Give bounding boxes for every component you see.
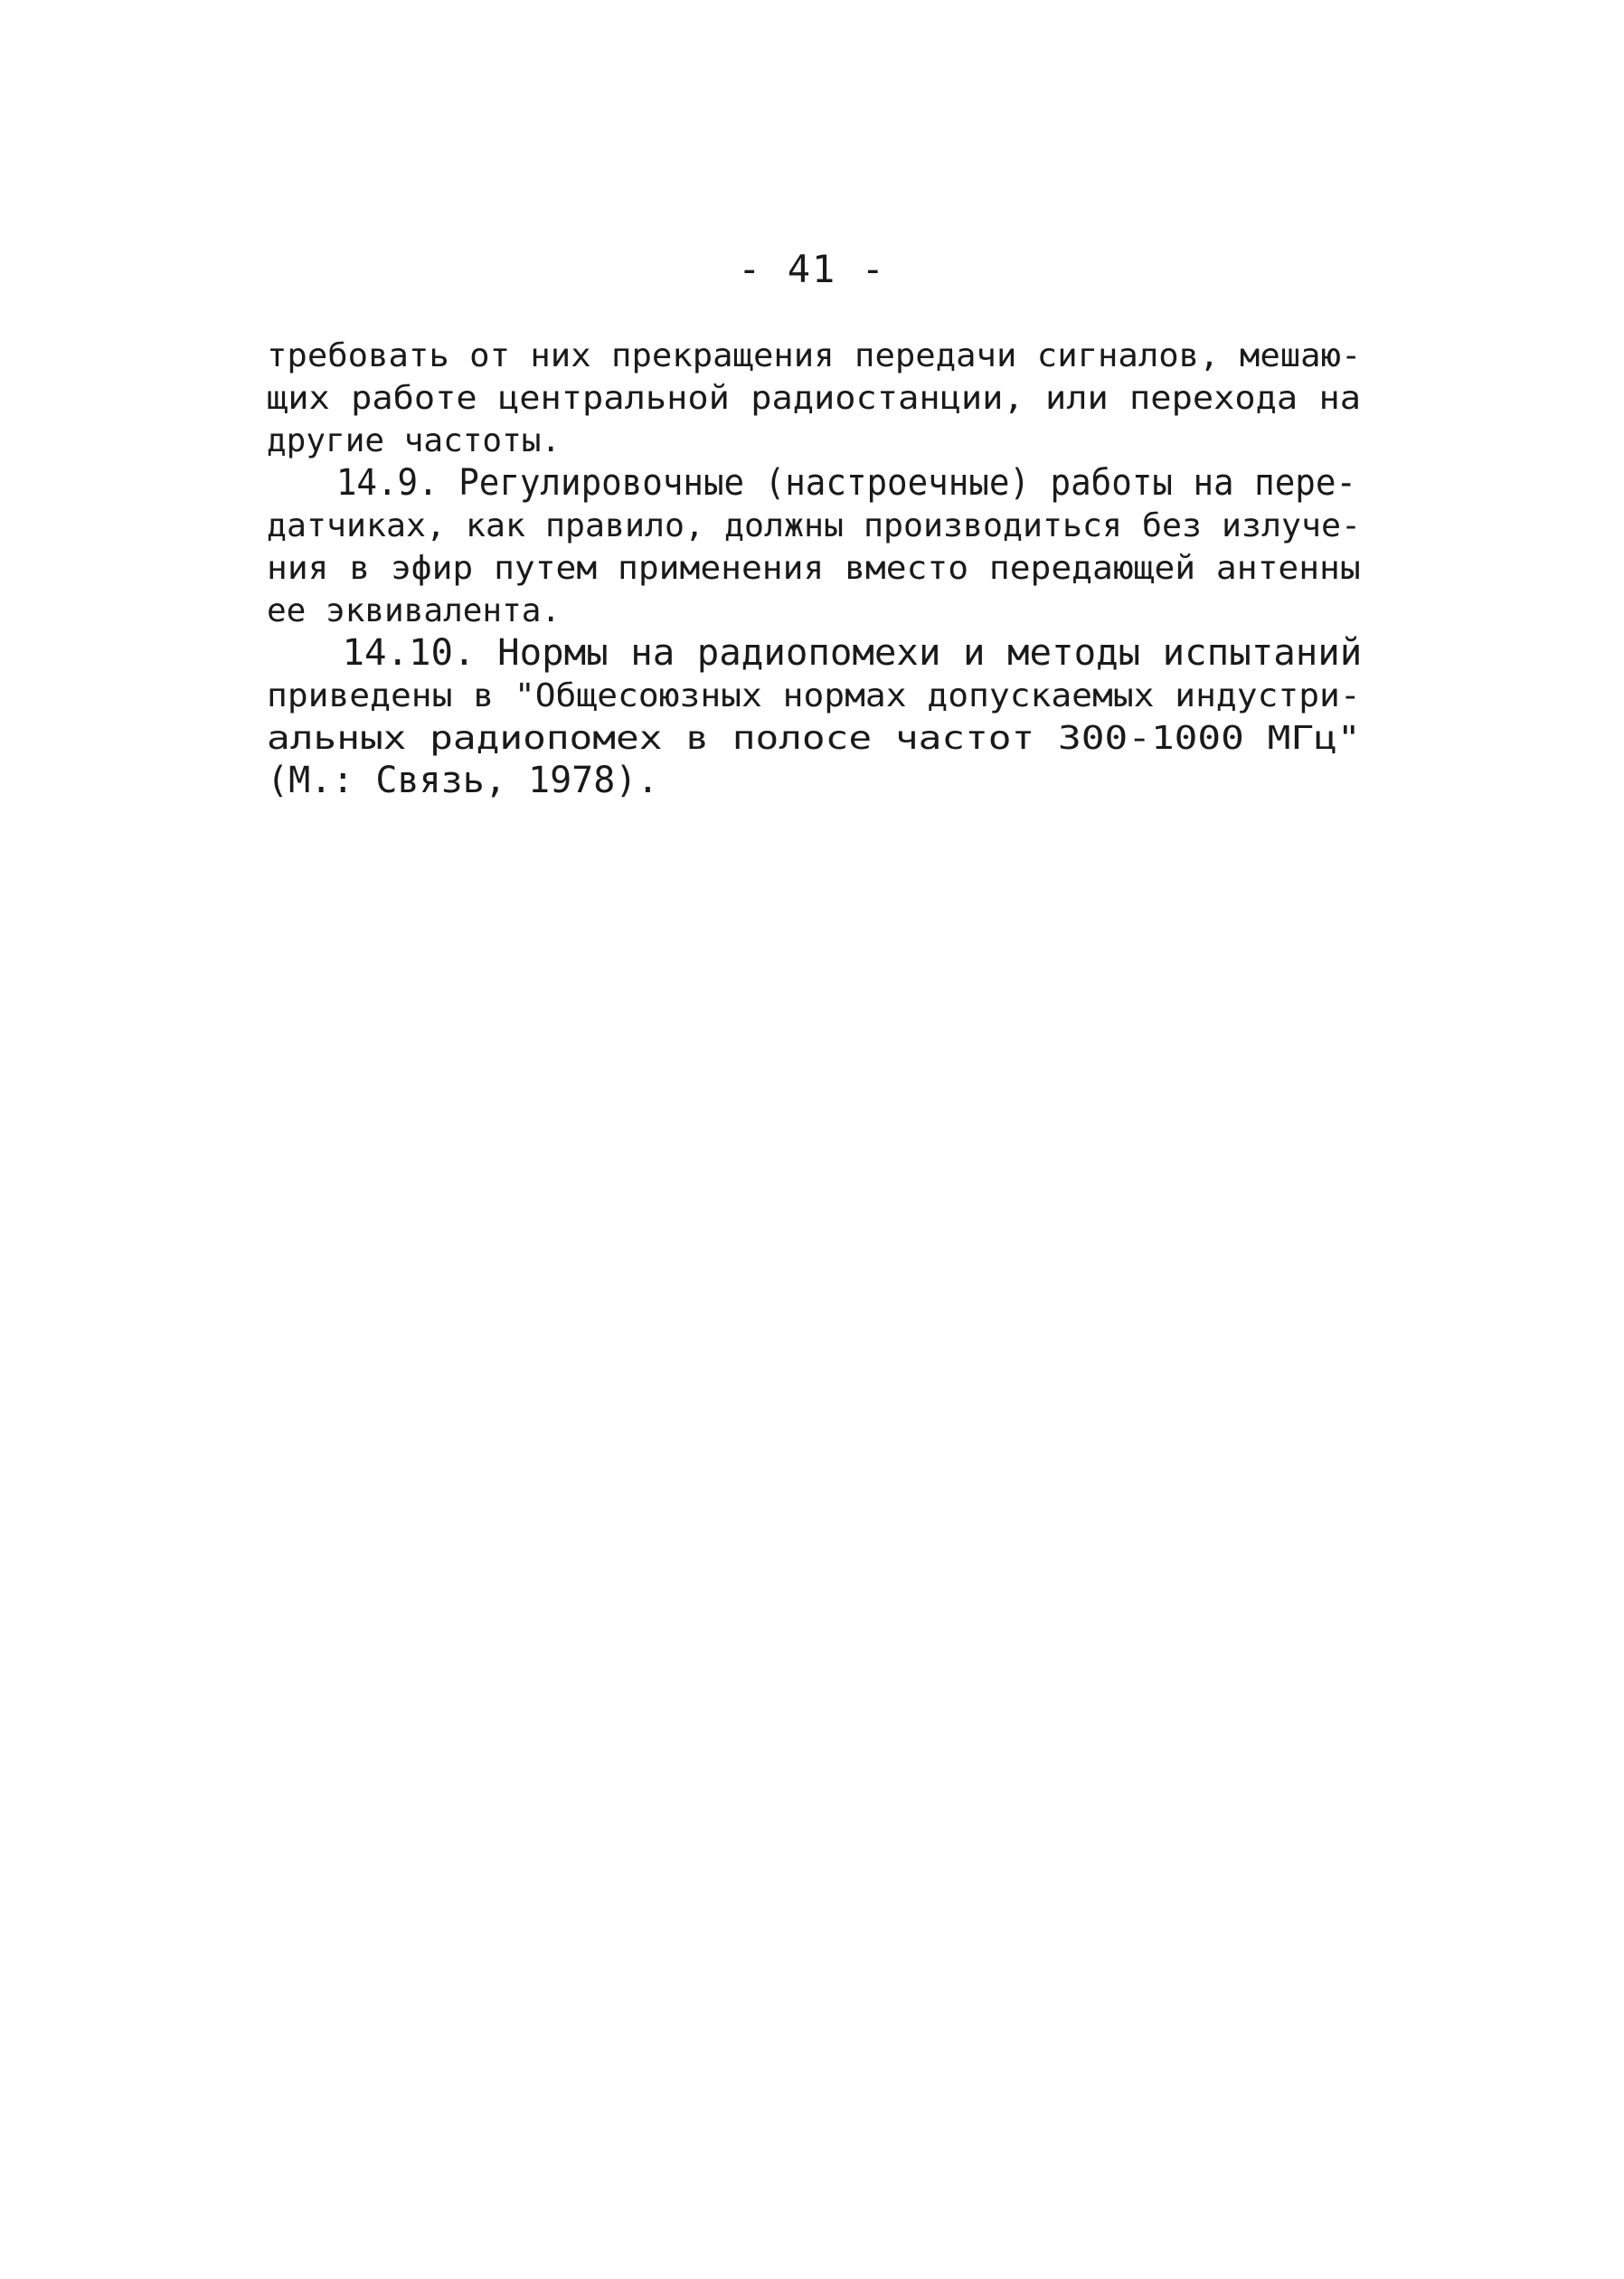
text-line: датчиках, как правило, должны производиться без излуче- (267, 507, 1362, 544)
text-line: другие частоты. (267, 422, 562, 459)
text-line: требовать от них прекращения передачи сигналов, мешаю- (267, 337, 1362, 374)
text-line: 14.10. Нормы на радиопомехи и методы испытаний (342, 632, 1363, 674)
text-line: ее эквивалента. (267, 592, 562, 629)
text-line: ния в эфир путем применения вместо передающей антенны (267, 550, 1361, 587)
paragraph-14-10 (267, 632, 1361, 802)
text-line: (М.: Связь, 1978). (267, 760, 659, 801)
page-number: - 41 - (738, 247, 886, 291)
text-line: альных радиопомех в полосе частот 300-1000 МГц" (267, 720, 1361, 757)
paragraph-14-9 (267, 462, 1361, 632)
document-body (267, 335, 1361, 802)
paragraph-continuation (267, 335, 1361, 462)
text-line: приведены в "Общесоюзных нормах допускаемых индустри- (267, 677, 1361, 714)
text-line: 14.9. Регулировочные (настроечные) работы на пере- (335, 462, 1356, 504)
text-line: щих работе центральной радиостанции, или перехода на (267, 380, 1361, 417)
